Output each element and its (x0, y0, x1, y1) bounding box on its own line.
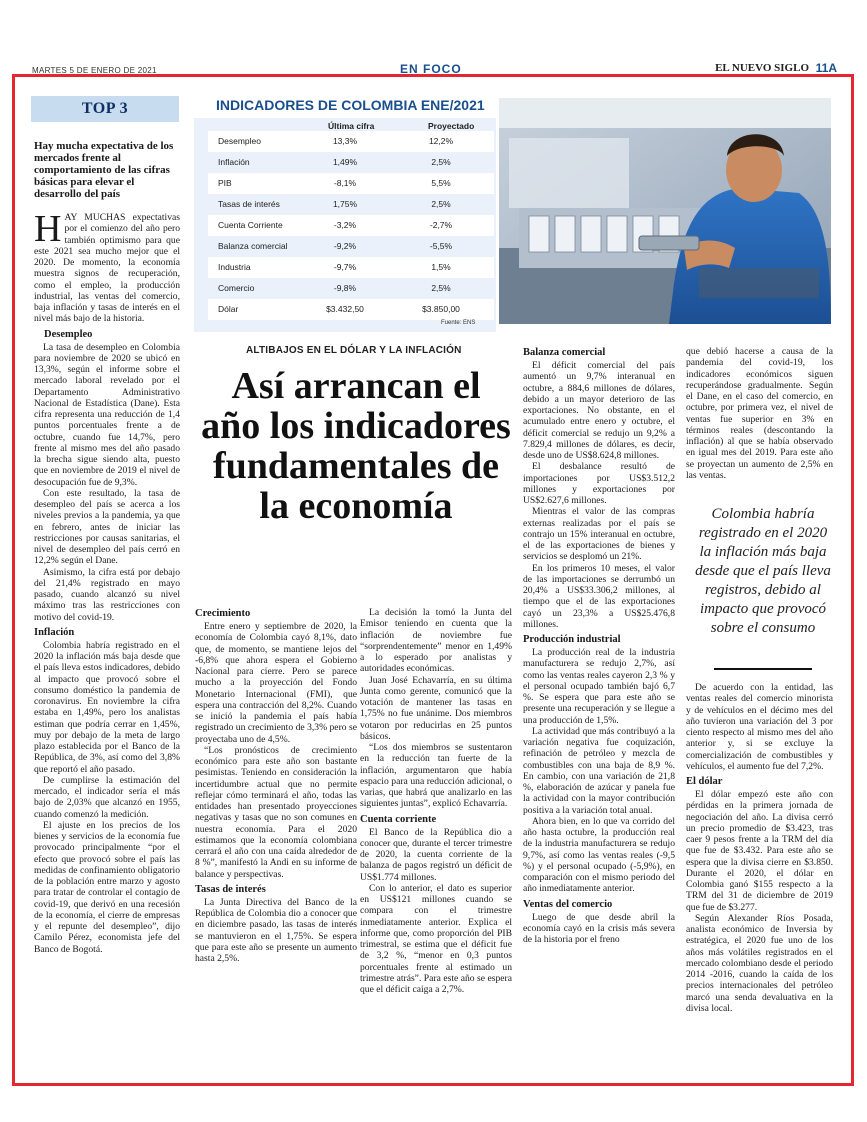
dropcap: H (34, 208, 62, 250)
pull-quote: Colombia habría registrado en el 2020 la inflación más baja desde que el país lleva registros, debido al impacto que provocó sobre el consumo (695, 506, 831, 636)
newspaper-name: EL NUEVO SIGLO (715, 62, 809, 74)
indicators-title: INDICADORES DE COLOMBIA ENE/2021 (216, 97, 485, 113)
paragraph: La tasa de desempleo en Colombia para noviembre de 2020 se ubicó en 13,3%, según el informe sobre el mercado laboral revelado por el Departamento Administrativo Nacional de Estadística (Dane). Esta cifra representa una reducción de 1,4 puntos porcentuales frente a de octubre, cuando fue 14,7%, pero frente al mismo mes del año pasado la brecha sigue siendo alta, puesto que en noviembre de 2019 el nivel de desocupación fue de 9,3%. (34, 341, 180, 488)
paragraph: Mientras el valor de las compras externas realizadas por el país se contrajo un 15% interanual en octubre, el de las exportaciones de bienes y servicios se desplomó un 21%. (523, 506, 675, 563)
heading-dolar: El dólar (686, 776, 723, 787)
article-column-b (360, 607, 512, 995)
article-kicker: ALTIBAJOS EN EL DÓLAR Y LA INFLACIÓN (246, 345, 462, 356)
paragraph: Con este resultado, la tasa de desempleo del país se acerca a los niveles previos a la pandemia, ya que en febrero, antes de iniciar las restricciones por causas sanitarias, el nivel de desempleo del país cerró en 12,2% según el Dane. (34, 487, 180, 567)
top3-tag: TOP 3 (31, 96, 179, 122)
section-name: EN FOCO (400, 62, 462, 76)
table-row: Industria -9,7% 1,5% (208, 257, 494, 278)
article-column-d (686, 346, 833, 481)
paragraph: Según Alexander Ríos Posada, analista económico de Inversia by estratégica, el 2020 fue uno de los años más volátiles registrados en el mercado colombiano desde el periodo 2014 -2016, cuando la caída de los precios internacionales del petróleo marcó una senda devaluativa en la divisa local. (686, 912, 833, 1014)
paragraph: De acuerdo con la entidad, las ventas reales del comercio minorista y de vehículos en el décimo mes del año tuvieron una variación del 3 por ciento respecto al mismo mes del año anterior y, si se excluye la comercialización de combustibles y vehículos, el aumento fue del 7,2%. (686, 682, 833, 772)
paragraph: Con lo anterior, el dato es superior en US$121 millones cuando se compara con el trimestre inmediatamente anterior. Explica el informe que, como proporción del PIB trimestral, se estima que el déficit fue de 3,2 %, “menor en 0,3 puntos porcentuales frente al estimado un trimestre atrás”. Para este año se espera que el déficit caiga a 2,7%. (360, 882, 512, 995)
sidebar-column (34, 208, 180, 955)
heading-ventas: Ventas del comercio (523, 898, 613, 910)
heading-tasas: Tasas de interés (195, 883, 266, 895)
heading-cuenta: Cuenta corriente (360, 813, 437, 825)
intro-paragraph (34, 208, 180, 325)
table-row: Tasas de interés 1,75% 2,5% (218, 199, 451, 209)
paragraph: El desbalance resultó de importaciones por US$3.512,2 millones y exportaciones por US$2.627,6 millones. (523, 461, 675, 506)
page-number: 11A (815, 61, 837, 75)
article-column-c (523, 343, 675, 945)
heading-inflacion: Inflación (34, 626, 75, 638)
heading-desempleo: Desempleo (44, 328, 93, 340)
sidebar-subtitle: Hay mucha expectativa de los mercados frente al comportamiento de las cifras básicas para elevar el desarrollo del país (34, 140, 174, 200)
paragraph: Entre enero y septiembre de 2020, la economía de Colombia cayó 8,1%, dato que, de momento, se mantiene lejos del -6,8% que ahora espera el Gobierno Nacional para cierre. Pero se parece mucho a la proyección del Fondo Monetario Internacional (FMI), que espera una contracción del 8,2%. Cuando se inició la pandemia el país había registrado un crecimiento de 3,3% pero se proyectaba uno de 4,5%. (195, 621, 357, 745)
col-header-last: Última cifra (328, 121, 375, 131)
paragraph: La decisión la tomó la Junta del Emisor teniendo en cuenta que la inflación de noviembre fue “sorprendentemente” menor en 1,49% a lo esperado por analistas y autoridades económicas. (360, 607, 512, 675)
paragraph: La producción real de la industria manufacturera se redujo 2,7%, así como las ventas reales cayeron 2,3 % y el personal ocupado también bajó 6,7 %. Se espera que para este año se presente una recuperación y se llegue a una producción de 1,5%. (523, 647, 675, 726)
paragraph: que debió hacerse a causa de la pandemia del covid-19, los indicadores económicos siguen recuperándose gradualmente. Según el Dane, en el caso del comercio, en octubre, por primera vez, el nivel de ventas fue superior en 3% en términos reales (descontando la inflación) al que se había observado en igual mes del 2019. Para este año se proyectan un aumento de 2,5% en las ventas. (686, 346, 833, 481)
table-source: Fuente: ENS (441, 320, 476, 326)
article-column-a (195, 604, 357, 964)
paragraph: La Junta Directiva del Banco de la República de Colombia dio a conocer que en diciembre pasado, las tasas de interés se mantuvieron en el 1,75%. Se espera que para este año se presente un aumento hasta 2,5%. (195, 896, 357, 964)
paragraph: Juan José Echavarría, en su última Junta como gerente, comunicó que la votación de mantener las tasas en 1,75% no fue unánime. Dos miembros votaron por reducirlas en 25 puntos básicos. (360, 674, 512, 742)
paragraph: Luego de que desde abril la economía cayó en la crisis más severa de la historia por el freno (523, 911, 675, 945)
table-row: Inflación 1,49% 2,5% (218, 157, 451, 167)
table-row: PIB -8,1% 5,5% (208, 173, 494, 194)
heading-balanza: Balanza comercial (523, 347, 606, 358)
table-row: Cuenta Corriente -3,2% -2,7% (208, 215, 494, 236)
factory-worker-photo (499, 98, 831, 324)
paragraph: En los primeros 10 meses, el valor de las importaciones se derrumbó un 20,4% a US$33.306,2 millones, al tiempo que el de las exportaciones cayó un 23,3% a US$25.476,8 millones. (523, 562, 675, 630)
paragraph: El ajuste en los precios de los bienes y servicios de la economía fue provocado principalmente “por el efecto que provocó sobre el país las medidas de confinamiento obligatorio de la población entre marzo y agosto para tratar de controlar el contagio de covid-19, que derivó en una recesión de la economía, el cierre de empresas y el repunte del desempleo”, dijo Camilo Pérez, economista jefe del Banco de Bogotá. (34, 819, 180, 955)
table-row: Balanza comercial -9,2% -5,5% (218, 241, 453, 251)
paragraph: El déficit comercial del país aumentó un 9,7% interanual en octubre, a 884,6 millones de dólares, debido a un mayor deterioro de las exportaciones. No obstante, en el acumulado entre enero y octubre, el déficit comercial se redujo un 9,2% a 7.829,4 millones de dólares, es decir, desde uno de US$8.624,8 millones. (523, 360, 675, 461)
article-headline: Así arrancan el año los indicadores fundamentales de la economía (201, 365, 511, 527)
paragraph: El dólar empezó este año con pérdidas en la primera jornada de negociación del año. La divisa cerró un precio promedio de $3.423, tras caer 9 pesos frente a la TRM del día que fue de $3.432. Para este año se espera que la divisa cierre en $3.850. Durante el 2020, el dólar en Colombia ganó $155 respecto a la TRM del 31 de diciembre de 2019 que fue de $3.277. (686, 789, 833, 913)
heading-crecimiento: Crecimiento (195, 608, 251, 619)
issue-date: MARTES 5 DE ENERO DE 2021 (32, 66, 157, 75)
paragraph: Asimismo, la cifra está por debajo del 21,4% registrado en mayo pasado, cuando alcanzó su nivel máximo tras las restricciones con motivo del covid-19. (34, 566, 180, 623)
heading-produccion: Producción industrial (523, 634, 621, 645)
paragraph: “Los dos miembros se sustentaron en la reducción tan fuerte de la inflación, argumentaron que había espacio para una reducción adicional, o varias, que habrá que analizarlo en las siguientes juntas”, explicó Echavarría. (360, 742, 512, 810)
table-row: Comercio -9,8% 2,5% (218, 283, 451, 293)
table-row: Dólar $3.432,50 $3.850,00 (208, 299, 494, 320)
col-header-projected: Proyectado (428, 121, 475, 131)
paragraph: De cumplirse la estimación del mercado, el indicador sería el más bajo de 2,03% que alcanzó en 1955, cuando comenzó la medición. (34, 774, 180, 820)
paragraph: La actividad que más contribuyó a la variación negativa fue coquización, refinación de petróleo y mezcla de combustibles con una baja de 8,9 %. En cambio, con una variación de 21,8 %, elaboración de azúcar y panela fue la actividad con la mayor contribución positiva a la variación total anual. (523, 725, 675, 816)
paragraph: Ahora bien, en lo que va corrido del año hasta octubre, la producción real de la industria manufacturera se redujo 9,7%, así como las ventas reales (-9,5 %) y el personal ocupado (-5,9%), en comparación con el mismo periodo del año inmediatamente anterior. (523, 815, 675, 895)
intro-text: AY MUCHAS expectativas por el comienzo del año pero también optimismo para que este 2021 sea mucho mejor que el 2020. De momento, la economía muestra signos de recuperación, como el empleo, la producción industrial, las ventas del comercio, baja inflación y tasas de interés en el nivel más bajo de la historia. (34, 212, 180, 325)
article-column-d-lower (686, 682, 833, 1014)
table-row: Desempleo 13,3% 12,2% (208, 131, 494, 152)
paragraph: “Los pronósticos de crecimiento económico para este año son bastante pesimistas. Teniendo en consideración la incertidumbre actual que no permite reflejar cómo terminará el año, todas las entidades han presentado proyecciones negativas y tasas que no son comunes en nuestra economía. Para el 2020 estimamos que la economía colombiana cerrará el año con una caída alrededor de 8 %”, manifestó la Andi en su informe de balance y perspectivas. (195, 744, 357, 880)
paragraph: Colombia habría registrado en el 2020 la inflación más baja desde que el país lleva estos indicadores, debido al impacto que provocó sobre el consumo doméstico la pandemia de coronavirus. En noviembre la cifra estaba en 1,49%, pero los analistas estiman que podría cerrar en 1,45%, muy por debajo de la meta de largo plazo establecida por el Banco de la República, de 3%, así como del 3,8% que reportó el año pasado. (34, 639, 180, 775)
paragraph: El Banco de la República dio a conocer que, durante el tercer trimestre de 2020, la cuenta corriente de la balanza de pagos registró un déficit de US$1.774 millones. (360, 826, 512, 883)
quote-divider (714, 668, 812, 670)
